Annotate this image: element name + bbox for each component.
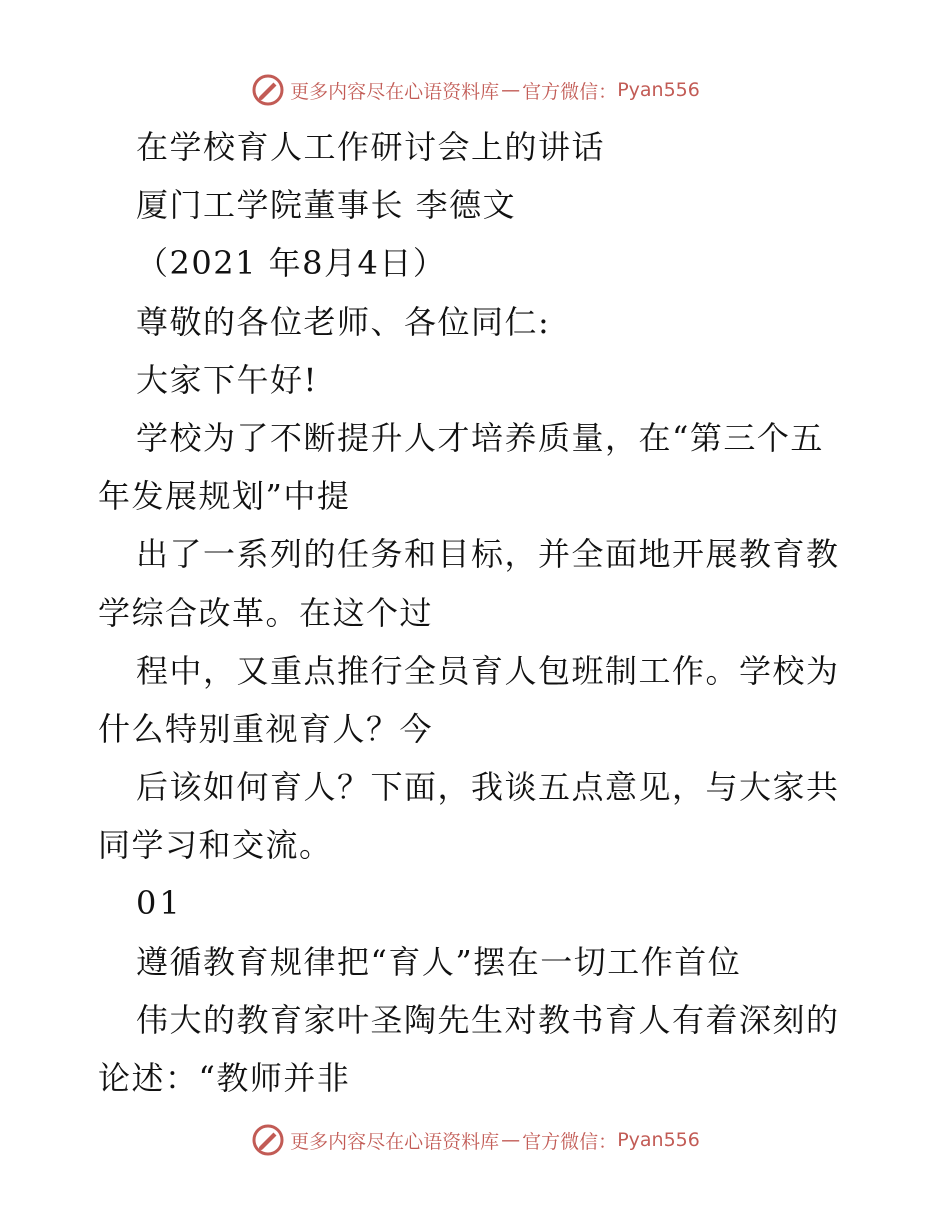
- paragraph-line: 论述：“教师并非: [98, 1059, 351, 1097]
- section-number: 01: [136, 884, 183, 923]
- paragraph-line: 学综合改革。在这个过: [98, 593, 434, 632]
- logo-icon: [250, 1122, 286, 1158]
- watermark-separator: —: [501, 79, 521, 101]
- watermark-label: 官方微信：: [522, 1130, 618, 1153]
- paragraph-line: 同学习和交流。: [98, 826, 333, 865]
- doc-greeting: 大家下午好!: [136, 360, 318, 399]
- watermark-id: Pyan556: [617, 79, 700, 101]
- watermark-text: 更多内容尽在心语资料库: [290, 80, 500, 103]
- watermark-label: 官方微信：: [522, 80, 618, 103]
- document-body: [98, 118, 858, 1107]
- paragraph-line: 程中，又重点推行全员育人包班制工作。学校为: [136, 651, 840, 690]
- footer-watermark: [0, 1120, 950, 1160]
- paragraph-line: 伟大的教育家叶圣陶先生对教书育人有着深刻的: [136, 1000, 840, 1039]
- paragraph-line: 出了一系列的任务和目标，并全面地开展教育教: [136, 535, 840, 574]
- watermark-separator: —: [501, 1129, 521, 1151]
- paragraph-line: 什么特别重视育人？今: [98, 709, 434, 748]
- section-heading: 遵循教育规律把“育人”摆在一切工作首位: [136, 942, 742, 981]
- watermark-text: 更多内容尽在心语资料库: [290, 1130, 500, 1153]
- paragraph-line: 学校为了不断提升人才培养质量，在“第三个五: [136, 418, 824, 457]
- header-watermark: [0, 70, 950, 110]
- paragraph-line: 年发展规划”中提: [98, 477, 351, 516]
- watermark-id: Pyan556: [617, 1129, 700, 1151]
- paragraph-line: 后该如何育人？下面，我谈五点意见，与大家共: [136, 768, 840, 807]
- doc-salutation: 尊敬的各位老师、各位同仁:: [136, 302, 551, 341]
- doc-author: 厦门工学院董事长 李德文: [136, 186, 517, 225]
- doc-date: （2021 年8月4日）: [136, 244, 447, 283]
- doc-title: 在学校育人工作研讨会上的讲话: [136, 128, 606, 166]
- logo-icon: [250, 72, 286, 108]
